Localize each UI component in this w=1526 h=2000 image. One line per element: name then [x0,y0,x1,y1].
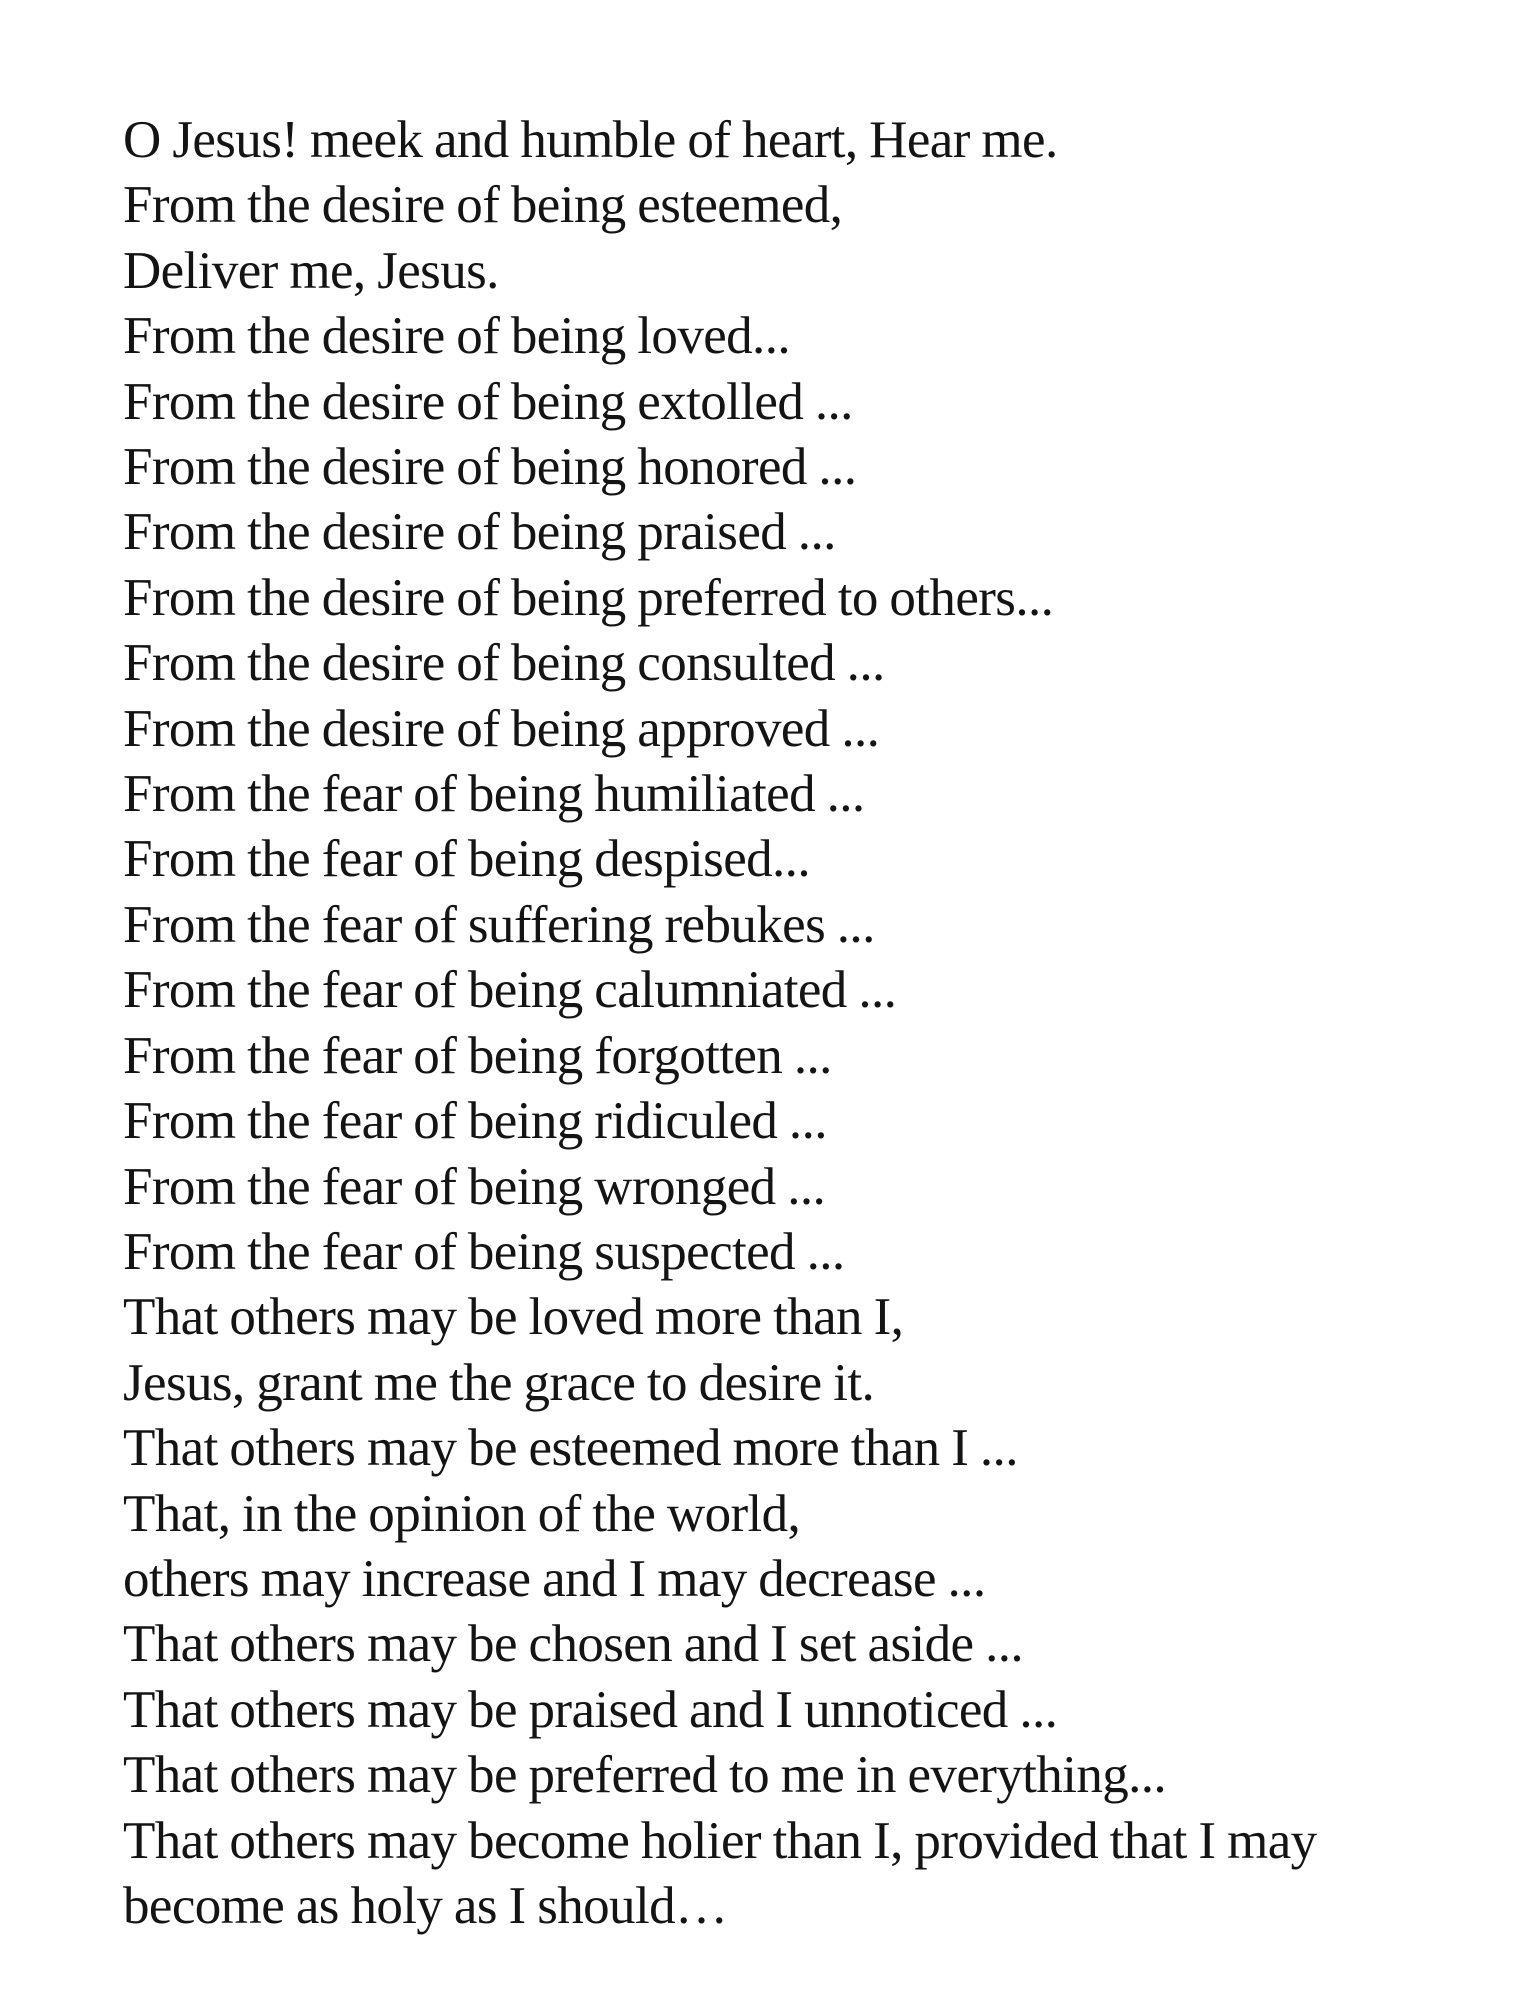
prayer-line: That others may be loved more than I, [123,1288,904,1347]
prayer-line: That others may be praised and I unnoticed ... [123,1680,1058,1739]
prayer-line: From the desire of being esteemed, [123,176,843,235]
prayer-line: That others may be preferred to me in everything... [123,1746,1167,1805]
prayer-line: From the desire of being honored ... [123,438,857,497]
prayer-line: From the desire of being praised ... [123,503,836,562]
prayer-line: Jesus, grant me the grace to desire it. [123,1353,875,1412]
prayer-line: Deliver me, Jesus. [123,241,499,300]
prayer-text [123,108,1503,1939]
prayer-line: others may increase and I may decrease ... [123,1549,986,1608]
prayer-line: That others may be chosen and I set aside ... [123,1615,1024,1674]
prayer-line: From the desire of being consulted ... [123,634,885,693]
prayer-line: From the fear of being forgotten ... [123,1026,832,1085]
prayer-line: From the fear of being calumniated ... [123,961,897,1020]
prayer-line: From the fear of being wronged ... [123,1157,826,1216]
prayer-line: From the desire of being approved ... [123,699,880,758]
prayer-line: O Jesus! meek and humble of heart, Hear me. [123,111,1058,169]
prayer-line: From the fear of being suspected ... [123,1222,845,1281]
prayer-line: That, in the opinion of the world, [123,1484,801,1543]
prayer-line: From the desire of being loved... [123,307,790,366]
prayer-line: From the desire of being extolled ... [123,372,853,431]
prayer-line: That others may be esteemed more than I ... [123,1419,1018,1478]
prayer-line: From the desire of being preferred to others... [123,568,1054,627]
prayer-line: From the fear of being despised... [123,830,810,889]
prayer-line: From the fear of being ridiculed ... [123,1092,827,1151]
prayer-line: From the fear of being humiliated ... [123,765,865,824]
prayer-line: become as holy as I should… [123,1876,728,1935]
prayer-line: That others may become holier than I, provided that I may [123,1811,1317,1870]
prayer-line: From the fear of suffering rebukes ... [123,895,875,954]
